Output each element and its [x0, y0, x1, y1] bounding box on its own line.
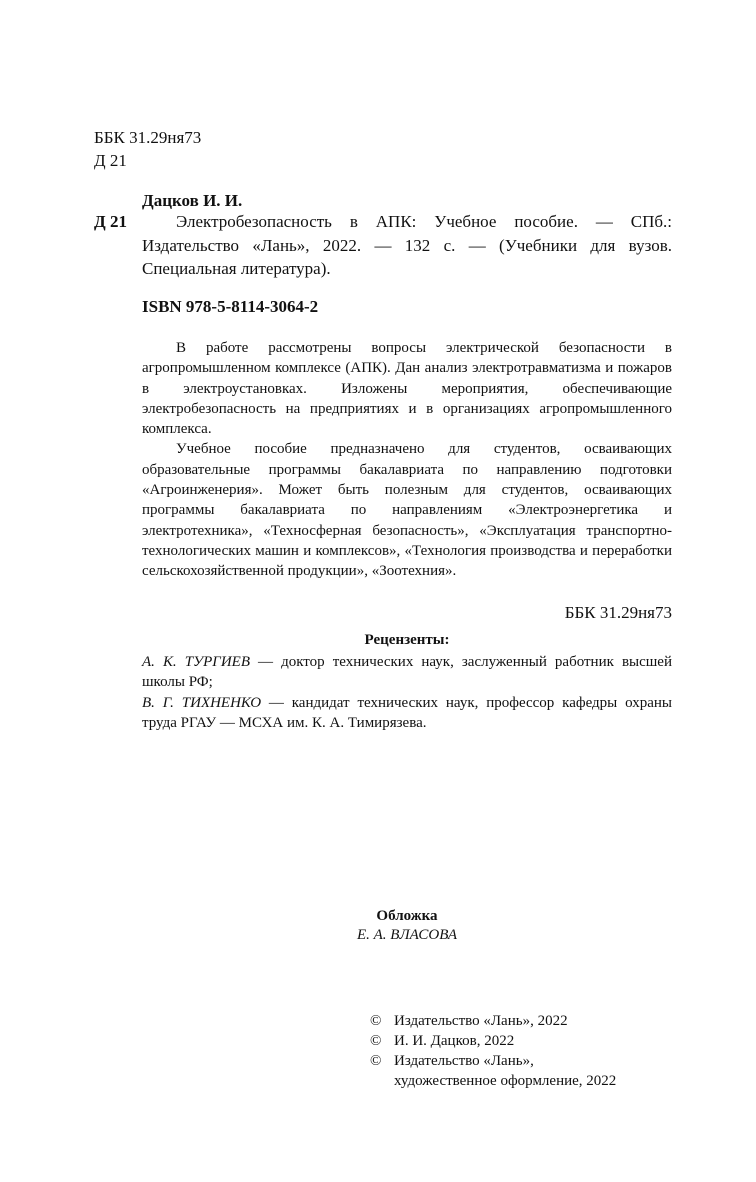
annotation-paragraph-1: В работе рассмотрены вопросы электрической безопасности в агропромышленном комплексе (АПК). Дан анализ электротравматизма и пожаров в электроустановках. Изложены мероприятия, обеспечивающие электробезопасность на предприятиях и в организациях агропромышленного комплекса. — [142, 340, 672, 438]
author-mark: Д 21 — [94, 151, 127, 170]
reviewers-list — [142, 652, 672, 733]
reviewer-entry — [142, 693, 672, 734]
reviewer-entry — [142, 652, 672, 693]
copyright-block — [370, 1011, 616, 1091]
copyright-line — [370, 1011, 616, 1031]
copyright-icon: © — [370, 1013, 382, 1029]
copyright-icon: © — [370, 1053, 382, 1069]
copyright-line — [370, 1051, 616, 1071]
author-name: Дацков И. И. — [142, 191, 243, 210]
annotation-paragraph-2: Учебное пособие предназначено для студентов, осваивающих образовательные программы бакалавриата по направлению подготовки «Агроинженерия». Может быть полезным для студентов, осваивающих программы бакалавриата по направлениям «Электроэнергетика и электротехника», «Техносферная безопасность», «Эксплуатация транспортно-технологических машин и комплексов», «Технология производства и переработки сельскохозяйственной продукции», «Зоотехния». — [142, 441, 672, 580]
bbk-code: ББК 31.29ня73 — [94, 128, 202, 147]
author-code: Д 21 — [94, 212, 127, 231]
description-text: Электробезопасность в АПК: Учебное пособие. — СПб.: Издательство «Лань», 2022. — 132 с. — (Учебники для вузов. Специальная литература). — [142, 212, 672, 278]
annotation — [142, 338, 672, 582]
bbk-code-right: ББК 31.29ня73 — [564, 603, 672, 622]
reviewer-name: А. К. ТУРГИЕВ — [142, 654, 250, 670]
cover-title: Обложка — [376, 908, 438, 924]
isbn: ISBN 978-5-8114-3064-2 — [142, 297, 319, 316]
copyright-line — [370, 1031, 616, 1051]
copyright-icon: © — [370, 1033, 382, 1049]
reviewer-desc: — доктор технических наук, заслуженный работник высшей школы РФ; — [142, 654, 672, 691]
reviewers-title: Рецензенты: — [364, 632, 450, 648]
copyright-text: И. И. Дацков, 2022 — [394, 1033, 515, 1049]
reviewer-desc: — кандидат технических наук, профессор кафедры охраны труда РГАУ — МСХА им. К. А. Тимирязева. — [142, 694, 673, 731]
reviewer-name: В. Г. ТИХНЕНКО — [142, 694, 262, 711]
copyright-text: Издательство «Лань», — [394, 1053, 534, 1069]
copyright-line — [370, 1071, 616, 1091]
bibliographic-description — [142, 210, 672, 281]
bbk-index-block — [94, 126, 201, 172]
cover-designer: Е. А. ВЛАСОВА — [356, 927, 458, 943]
copyright-text: художественное оформление, 2022 — [394, 1073, 617, 1089]
copyright-text: Издательство «Лань», 2022 — [394, 1013, 568, 1029]
